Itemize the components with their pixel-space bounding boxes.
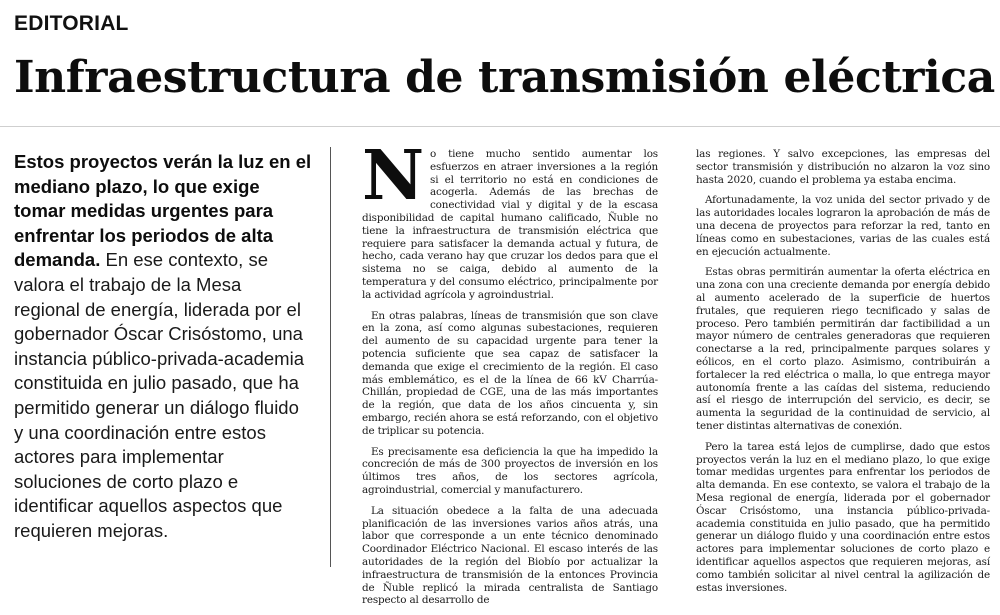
article-paragraph: Es precisamente esa deficiencia la que ha impedido la concreción de más de 300 proyectos de inversión en los últimos tres años, de los sectores agrícola, agroindustrial, comercial y manufacturero. bbox=[362, 445, 658, 496]
drop-cap: N bbox=[362, 136, 425, 216]
article-paragraph: En otras palabras, líneas de transmisión que son clave en la zona, así como algunas subestaciones, requieren del aumento de su capacidad urgente para tener la potencia suficiente que sea capaz de satisfacer la demanda que exige el crecimiento de la región. El caso más emblemático, es el de la línea de 66 kV Charrúa-Chillán, propiedad de CGE, una de las más importantes de la región, que data de los años cincuenta y, sin embargo, recién ahora se está reforzando, con el objetivo de triplicar su potencia. bbox=[362, 309, 658, 437]
article-column-1 bbox=[362, 136, 658, 615]
article-paragraph: las regiones. Y salvo excepciones, las empresas del sector transmisión y distribución no alzaron la voz sino hasta 2020, cuando el problema ya estaba encima. bbox=[696, 148, 990, 186]
header-divider bbox=[0, 126, 1000, 127]
article-paragraph: No tiene mucho sentido aumentar los esfuerzos en atraer inversiones a la región si el territorio no está en condiciones de acogerla. Además de las brechas de conectividad vial y digital y de la escasa disponibilidad de capital humano calificado, Ñuble no tiene la infraestructura de transmisión eléctrica que requiere para satisfacer la demanda actual y futura, de hecho, cada verano hay que cruzar los dedos para que el sistema no se caiga, debido al aumento de la temperatura y del consumo eléctrico, principalmente por la actividad agrícola y agroindustrial. bbox=[362, 136, 658, 301]
article-paragraph: La situación obedece a la falta de una adecuada planificación de las inversiones varios años atrás, una labor que corresponde a un ente técnico denominado Coordinador Eléctrico Nacional. El escaso interés de las autoridades de la región del Biobío por actualizar la infraestructura de transmisión de la entonces Provincia de Ñuble replicó la mirada centralista de Santiago respecto al desarrollo de bbox=[362, 504, 658, 607]
article-paragraph: Pero la tarea está lejos de cumplirse, dado que estos proyectos verán la luz en el mediano plazo, lo que exige tomar medidas urgentes para enfrentar los periodos de alta demanda. En ese contexto, se valora el trabajo de la Mesa regional de energía, liderada por el gobernador Óscar Crisóstomo, una instancia público-privada-academia constituida en julio pasado, que ha permitido generar un diálogo fluido y una coordinación entre estos actores para implementar soluciones de corto plazo e identificar aquellos aspectos que requieren mejoras, así como también solicitar al nivel central la agilización de estas inversiones. bbox=[696, 440, 990, 594]
pull-quote bbox=[14, 150, 312, 544]
pull-quote-lead: Estos proyectos verán la luz en el mediano plazo, lo que exige tomar medidas urgentes para enfrentar los periodos de alta demanda. bbox=[14, 151, 312, 271]
article-paragraph: Afortunadamente, la voz unida del sector privado y de las autoridades locales lograron la aprobación de más de una decena de proyectos para reforzar la red, tanto en líneas como en subestaciones, varias de las cuales está en ejecución actualmente. bbox=[696, 194, 990, 258]
article-paragraph: Estas obras permitirán aumentar la oferta eléctrica en una zona con una creciente demanda por energía debido al aumento acelerado de la superficie de huertos frutales, que requieren riego tecnificado y salas de proceso. Pero también permitirán dar factibilidad a un mayor número de centrales generadoras que requieren conectarse a la red, principalmente parques solares y eólicos, en el corto plazo. Asimismo, contribuirán a fortalecer la red eléctrica o malla, lo que entrega mayor autonomía frente a las caídas del sistema, reduciendo así el riesgo de interrupción del servicio, es decir, se aumenta la seguridad de la continuidad de servicio, al tener distintas alternativas de conexión. bbox=[696, 266, 990, 432]
column-divider bbox=[330, 147, 331, 567]
headline: Infraestructura de transmisión eléctrica bbox=[14, 52, 995, 103]
article-column-2 bbox=[696, 148, 990, 602]
section-label: EDITORIAL bbox=[14, 12, 129, 35]
pull-quote-body: En ese contexto, se valora el trabajo de la Mesa regional de energía, liderada por el gobernador Óscar Crisóstomo, una instancia público-privada-academia constituida en julio pasado, que ha permitido generar un diálogo fluido y una coordinación entre estos actores para implementar soluciones de corto plazo e identificar aquellos aspectos que requieren mejoras. bbox=[14, 249, 304, 541]
